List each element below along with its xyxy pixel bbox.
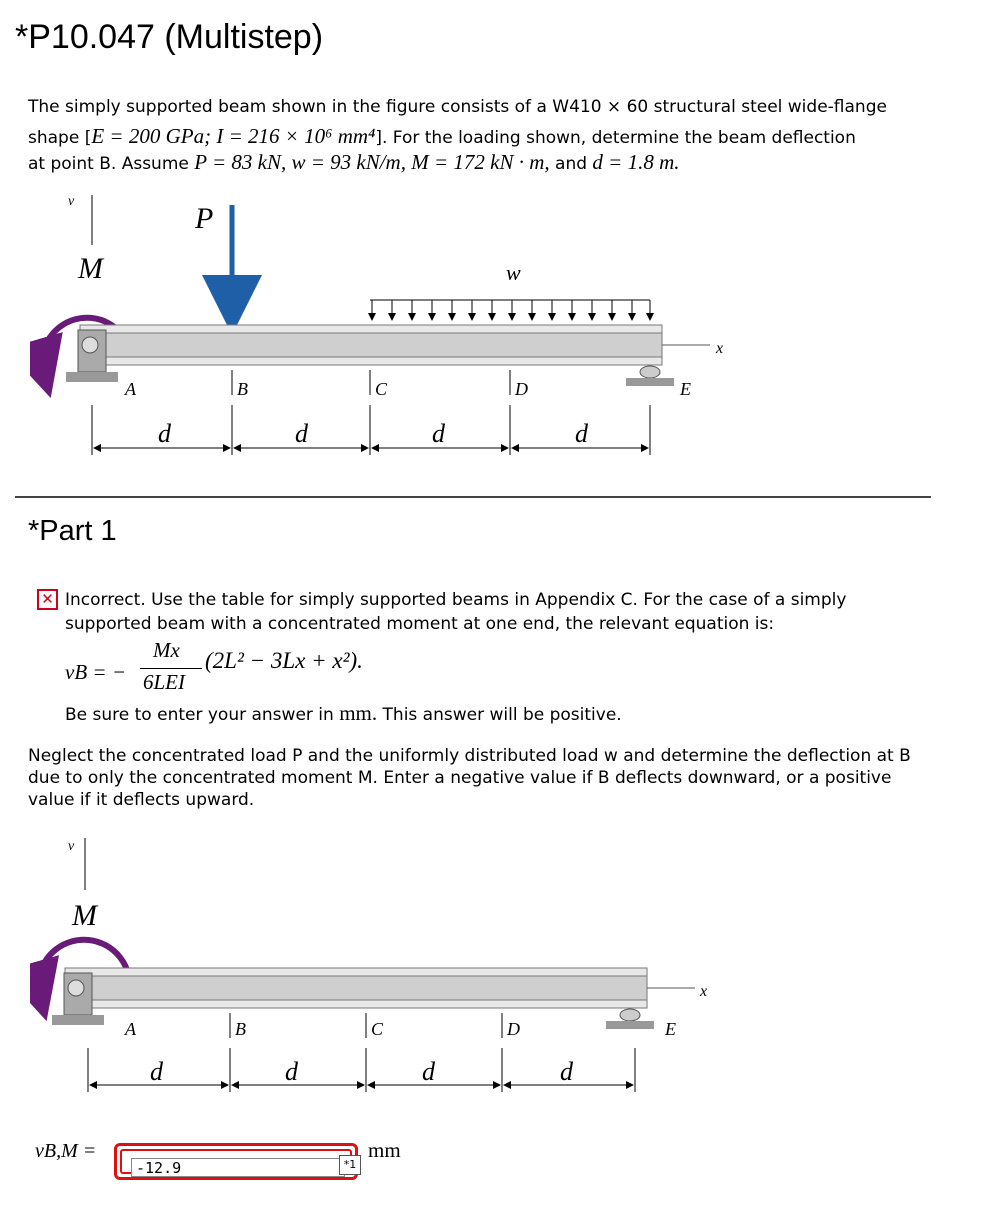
problem-title: *P10.047 (Multistep): [15, 18, 324, 56]
deflection-equation: vB = − Mx 6LEI (2L² − 3Lx + x²).: [65, 638, 363, 694]
beam-figure-full-loading: [30, 190, 750, 465]
section-divider: [15, 496, 931, 498]
roller-support-E: [640, 366, 660, 378]
problem-line-3: at point B. Assume P = 83 kN, w = 93 kN/m, M = 172 kN · m, and d = 1.8 m.: [28, 150, 680, 174]
answer-field-wrapper: [114, 1143, 358, 1180]
part-heading: *Part 1: [28, 515, 117, 547]
svg-text:B: B: [237, 379, 248, 399]
svg-text:d: d: [432, 419, 445, 448]
answer-unit: mm: [368, 1138, 401, 1162]
svg-text:E: E: [665, 1019, 676, 1039]
svg-text:d: d: [158, 419, 171, 448]
answer-label: vB,M =: [35, 1140, 97, 1162]
feedback-line-3: Be sure to enter your answer in mm. This answer will be positive.: [65, 701, 622, 725]
svg-text:C: C: [375, 379, 388, 399]
svg-text:d: d: [150, 1057, 163, 1086]
svg-text:C: C: [371, 1019, 384, 1039]
svg-text:d: d: [575, 419, 588, 448]
feedback-line-2: supported beam with a concentrated moment at one end, the relevant equation is:: [65, 614, 775, 634]
problem-line-1: The simply supported beam shown in the figure consists of a W410 × 60 structural steel wide-flange: [28, 97, 887, 117]
svg-text:B: B: [235, 1019, 246, 1039]
distributed-load-arrows: [372, 300, 650, 320]
moment-label: M: [78, 252, 103, 285]
svg-text:d: d: [422, 1057, 435, 1086]
svg-text:D: D: [507, 1019, 520, 1039]
svg-text:D: D: [515, 379, 528, 399]
v-axis-label: v: [68, 194, 75, 209]
load-P-label: P: [195, 202, 214, 235]
material-properties: E = 200 GPa; I = 216 × 10⁶ mm⁴: [91, 124, 376, 148]
answer-input[interactable]: -12.9: [131, 1158, 345, 1177]
svg-text:d: d: [285, 1057, 298, 1086]
feedback-line-1: Incorrect. Use the table for simply supported beams in Appendix C. For the case of a simply: [65, 590, 847, 610]
problem-line-2: shape [E = 200 GPa; I = 216 × 10⁶ mm⁴]. For the loading shown, determine the beam deflection: [28, 124, 856, 148]
instruction-line-2: due to only the concentrated moment M. Enter a negative value if B deflects downward, or a positive: [28, 768, 892, 788]
distributed-load-label: w: [506, 260, 521, 285]
sig-figs-badge[interactable]: *1: [339, 1155, 361, 1175]
instruction-line-3: value if it deflects upward.: [28, 790, 255, 810]
incorrect-icon: ✕: [37, 589, 58, 610]
svg-text:d: d: [560, 1057, 573, 1086]
svg-text:E: E: [680, 379, 691, 399]
svg-text:M: M: [72, 899, 97, 932]
beam-figure-moment-only: [30, 830, 750, 1105]
svg-text:x: x: [700, 983, 708, 1000]
x-axis-label: x: [716, 340, 724, 357]
svg-text:A: A: [125, 379, 136, 399]
svg-text:A: A: [125, 1019, 136, 1039]
dimension-lines: [92, 405, 650, 455]
svg-text:d: d: [295, 419, 308, 448]
svg-text:v: v: [68, 839, 75, 854]
load-values: P = 83 kN, w = 93 kN/m, M = 172 kN · m,: [194, 150, 550, 174]
instruction-line-1: Neglect the concentrated load P and the uniformly distributed load w and determine the deflection at B: [28, 746, 911, 766]
